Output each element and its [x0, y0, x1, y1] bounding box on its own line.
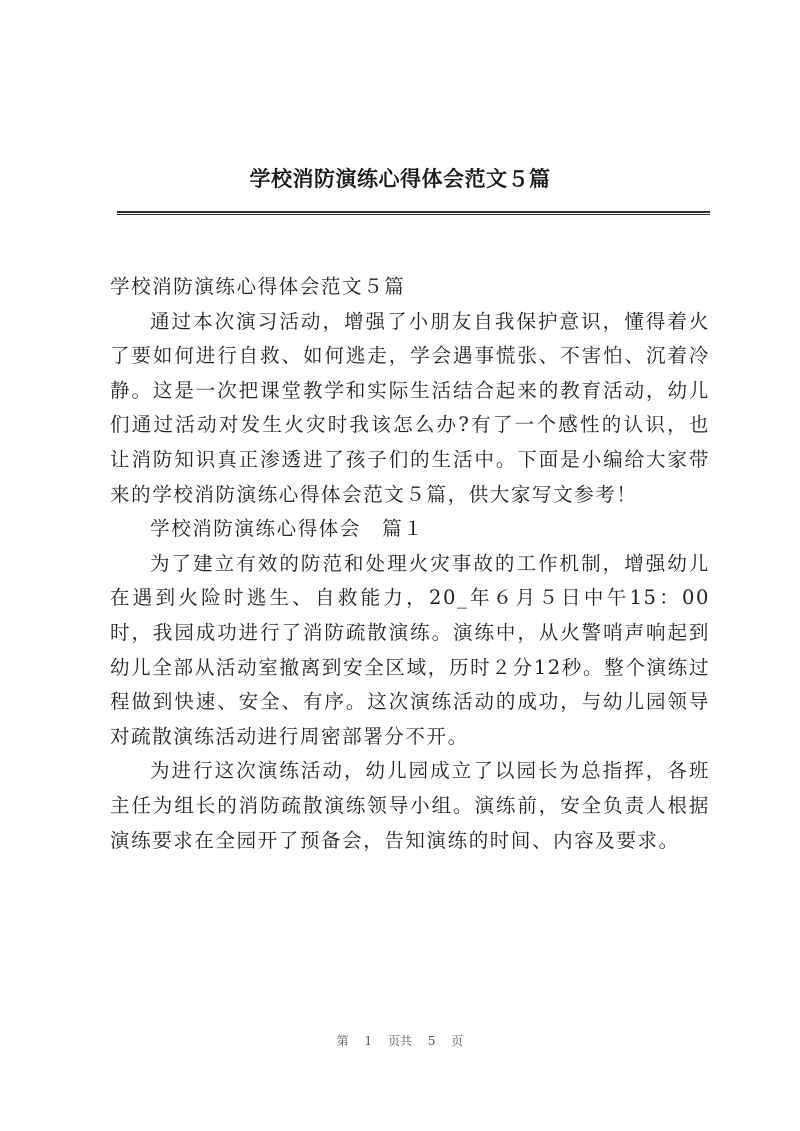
body-paragraph: 为了建立有效的防范和处理火灾事故的工作机制，增强幼儿在遇到火险时逃生、自救能力，20_年６月５日中午15：00时，我园成功进行了消防疏散演练。演练中，从火警哨声响起到幼儿全部从活动室撤离到安全区域，历时２分12秒。整个演练过程做到快速、安全、有序。这次演练活动的成功，与幼儿园领导对疏散演练活动进行周密部署分不开。	[110, 551, 710, 748]
footer-prefix: 第	[336, 1034, 349, 1048]
footer-current-page: 1	[364, 1034, 373, 1048]
intro-paragraph: 通过本次演习活动，增强了小朋友自我保护意识，懂得着火了要如何进行自救、如何逃走，学会遇事慌张、不害怕、沉着冷静。这是一次把课堂教学和实际生活结合起来的教育活动，幼儿们通过活动对发生火灾时我该怎么办?有了一个感性的认识，也让消防知识真正渗透进了孩子们的生活中。下面是小编给大家带来的学校消防演练心得体会范文５篇，供大家写文参考！	[110, 309, 710, 506]
body-paragraph: 为进行这次演练活动，幼儿园成立了以园长为总指挥，各班主任为组长的消防疏散演练领导小组。演练前，安全负责人根据演练要求在全园开了预备会，告知演练的时间、内容及要求。	[110, 759, 710, 852]
document-body	[110, 270, 710, 858]
footer-middle: 页共	[387, 1034, 412, 1048]
footer-suffix: 页	[451, 1034, 464, 1048]
page-footer	[0, 1032, 800, 1049]
page-title: 学校消防演练心得体会范文５篇	[249, 166, 551, 191]
footer-total-pages: 5	[427, 1034, 436, 1048]
title-divider	[117, 211, 710, 215]
intro-heading: 学校消防演练心得体会范文５篇	[110, 275, 406, 298]
section-heading: 学校消防演练心得体会 篇１	[150, 517, 425, 541]
